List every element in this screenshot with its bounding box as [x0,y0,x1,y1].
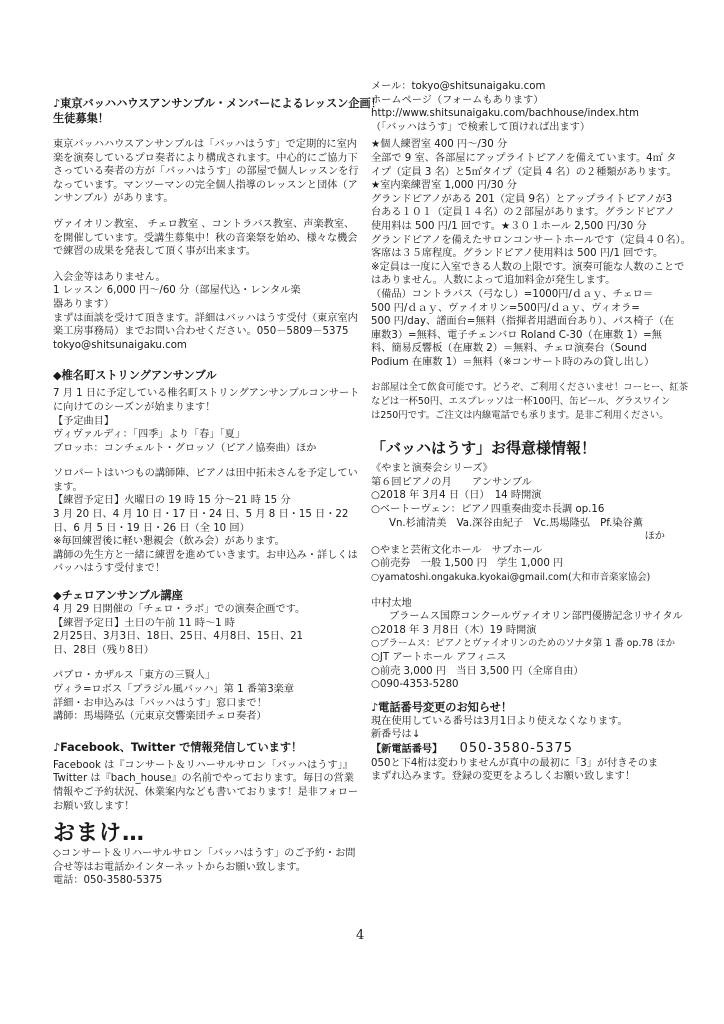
page-number: 4 [356,928,365,943]
rooms-line: はありません。人数によって追加料金が発生します。 [371,275,616,287]
nakamura-line: ブラームス国際コンクールヴァイオリン部門優勝記念リサイタル [389,611,683,623]
string-solo-line: 日、6 月 5 日・19 日・26 日（全 10 回） [53,522,250,534]
nakamura-phone: ○090-4353-5280 [371,679,459,691]
lesson-body-line: ンサンブル）があります。 [53,193,174,205]
rooms-line: ※定員は一度に入室できる人数の上限です。演奏可能な人数のことで [371,261,685,273]
lesson-fee-line: 入会金等はありません。 [53,271,166,283]
lesson-section [53,96,382,352]
contact-homepage-label: ホームページ（フォームもあります） [371,94,544,106]
cello-ensemble-title: ◆チェロアンサンブル講座 [53,589,183,603]
lesson-body-line: なっています。マンツーマンの完全個人指導のレッスンと団体（ア [53,179,358,191]
cello-body-line: 【練習予定日】土日の午前 11 時～1 時 [53,617,235,629]
lesson-fee-line: まずは面談を受けて頂きます。詳細はバッハはうす受付（東京室内 [53,312,358,324]
omake-section [53,821,356,888]
new-phone-label: 【新電話番号】 [371,743,443,755]
lesson-fee-line: 器あります） [53,298,115,310]
contact-email[interactable]: メール：tokyo@shitsunaigaku.com [371,81,546,92]
rooms-line: 全部で 9 室、各部屋にアップライトピアノを備えています。4㎡ タ [371,152,677,164]
cello-piece-line: 詳細・お申込みは「バッハはうす」窓口まで！ [53,697,267,709]
rooms-line: （備品）コントラバス（弓なし）=1000円/ｄａｙ、チェロ＝ [371,288,654,300]
rooms-line: ★室内楽練習室 1,000 円/30 分 [371,180,517,192]
lesson-body-line: 東京バッハハウスアンサンブルは「バッハはうす」で定期的に室内 [53,139,357,150]
yamato-line: ほか [644,531,665,543]
string-solo-line: ます。 [53,481,83,493]
sns-body-line: お願い致します！ [53,800,135,812]
rooms-section [371,138,691,369]
rooms-line: 500 円/ｄａｙ、ヴァイオリン=500円/ｄａｙ、ヴィオラ= [371,302,640,314]
string-solo-line: ※毎回練習後に軽い懇親会（飲み会）があります。 [53,536,285,548]
phone-change-note: 050と下4桁は変わりませんが真中の最初に「3」が付きそのま [371,757,659,769]
yamato-line: ○2018 年 3月4 日（日） 14 時開演 [371,490,542,502]
omake-body-line: 合せ等はお電話かインターネットからお願い致します。 [53,861,306,873]
string-body-line: ブロッホ：コンチェルト・グロッソ（ピアノ協奏曲）ほか [53,442,317,454]
rooms-line: イプ（定員 3 名）と5㎡タイプ（定員 4 名）の２種類があります。 [371,166,677,178]
new-phone-number: 050-3580-5375 [459,740,573,756]
customer-info-section [371,438,683,692]
lesson-fee-line: 1 レッスン 6,000 円～/60 分（部屋代込・レンタル楽 [53,285,301,297]
cello-ensemble-section [53,588,353,724]
yamato-line: 第６回ピアノの月 アンサンブル [371,476,532,488]
string-solo-line: バッハはうす受付まで！ [53,563,166,575]
string-solo-line: ソロパートはいつもの講師陣、ピアノは田中拓未さんを予定してい [53,468,358,480]
lesson-classes-line: で練習の成果を発表して頂く事が出来ます。 [53,246,256,258]
nakamura-line: ○2018 年 3 月8日（木）19 時開演 [371,624,537,636]
omake-body-line: ◇コンサート＆リハーサルサロン「バッハはうす」のご予約・お問 [53,848,356,860]
string-body-line: 【予定曲目】 [53,415,115,427]
omake-phone: 電話：050-3580-5375 [53,875,163,887]
rooms-line: 庫数3）=無料、電子チェンバロ Roland C-30（在庫数 1）=無 [371,329,662,341]
nakamura-line: ○ブラームス：ピアノとヴァイオリンのためのソナタ第 1 番 op.78 ほか [371,638,676,650]
string-ensemble-section [53,368,360,576]
lesson-body-line: 楽を演奏しているプロ奏者により構成されます。中心的にご協力下 [53,152,358,164]
nakamura-line: ○前売 3,000 円 当日 3,500 円（全席自由） [371,665,584,677]
contact-section [371,80,671,134]
string-body-line: に向けてのシーズンが始まります！ [53,401,216,413]
rooms-line: 料、簡易反響板（在庫数 2）＝無料、チェロ演奏台（Sound [371,343,647,355]
omake-title: おまけ… [53,821,146,847]
phone-change-line: 新番号は↓ [371,729,421,741]
rooms-line: 使用料は 500 円/1 回です。★３０１ホール 2,500 円/30 分 [371,220,647,232]
lesson-classes-line: ヴァイオリン教室、 チェロ教室 、コントラバス教室、声楽教室、 [53,218,355,230]
cello-piece-line: パブロ・カザルス「東方の三賢人」 [53,670,216,682]
cello-piece-line: ヴィラ=ロボス「ブラジル風バッハ」第 1 番第3楽章 [53,684,295,695]
yamato-line: Vn.杉浦清美 Va.深谷由紀子 Vc.馬場隆弘 Pf.染谷薫 [389,517,643,529]
contact-search-hint: （「バッハはうす」で検索して頂ければ出ます） [371,121,591,133]
nakamura-line: 中村太地 [371,597,412,609]
sns-title: ♪Facebook、Twitter で情報発信しています！ [53,740,303,754]
sns-section [53,740,359,813]
lesson-body-line: さっている奏者の方が「バッハはうす」の部屋で個人レッスンを行 [53,166,359,178]
lesson-fee-line: 楽工房事務局）までお問い合わせください。050－5809－5375 [53,326,349,338]
string-solo-line: 3 月 20 日、4 月 10 日・17 日・24 日、5 月 8 日・15 日・22 [53,509,349,521]
phone-change-line: 現在使用している番号は3月1日より使えなくなります。 [371,715,628,727]
contact-url[interactable]: http://www.shitsunaigaku.com/bachhouse/index.htm [371,108,639,120]
string-solo-line: 【練習予定日】火曜日の 19 時 15 分～21 時 15 分 [53,495,291,507]
string-body-line: ヴィヴァルディ：「四季」より「春」「夏」 [53,429,246,441]
lesson-classes-line: を開催しています。受講生募集中！秋の音楽祭を始め、様々な機会 [53,232,358,244]
drinks-line: などは一杯50円、エスプレッソは一杯100円、缶ビール、グラスワイン [371,396,671,408]
string-body-line: 7 月 1 日に予定している椎名町ストリングアンサンブルコンサート [53,388,360,400]
drinks-line: お部屋は全て飲食可能です。どうぞ、ご利用くださいませ！コーヒー、紅茶 [371,382,689,394]
drinks-section [371,381,689,422]
yamato-line: 《やまと演奏会シリーズ》 [371,463,493,475]
lesson-subtitle: 生徒募集！ [53,112,109,125]
rooms-line: グランドピアノがある 201（定員 9名）とアップライトピアノが3 [371,193,673,205]
phone-change-section [371,700,671,784]
new-phone-row [371,742,671,757]
cello-body-line: 2月25日、3月3日、18日、25日、4月8日、15日、21 [53,631,304,643]
sns-body-line: 情報やご予約状況、休業案内なども書いております！是非フォロー [53,786,359,798]
string-solo-line: 講師の先生方と一緒に練習を進めていきます。お申込み・詳しくは [53,549,358,561]
rooms-line: 台ある１０１（定員１４名）の２部屋があります。グランドピアノ [371,207,675,219]
yamato-line: ○前売券 一般 1,500 円 学生 1,000 円 [371,558,564,570]
rooms-line: グランドピアノを備えたサロンコンサートホールです（定員４０名）。 [371,234,691,246]
phone-change-title: ♪電話番号変更のお知らせ！ [371,700,513,714]
left-column [53,96,382,888]
cello-body-line: 4 月 29 日開催の「チェロ・ラボ」での演奏企画です。 [53,604,306,616]
sns-body-line: Twitter は『bach_house』の名前でやっております。毎日の営業 [53,773,354,785]
yamato-email[interactable]: ○yamatoshi.ongakuka.kyokai@gmail.com(大和市音楽家協会) [371,572,651,583]
yamato-line: ○やまと芸術文化ホール サブホール [371,544,543,556]
right-column [371,80,691,784]
nakamura-line: ○JT アートホール アフィニス [371,651,507,663]
rooms-line: 客席は３５席程度。グランドピアノ使用料は 500 円/1 回です。 [371,248,664,260]
customer-info-title: 「バッハはうす」お得意様情報！ [371,439,597,458]
rooms-line: 500 円/day、譜面台=無料（指揮者用譜面台あり）、パス椅子（在 [371,316,674,328]
rooms-line: Podium 在庫数 1）＝無料（※コンサート時のみの貸し出し） [371,356,655,368]
rooms-line: ★個人練習室 400 円～/30 分 [371,139,508,151]
cello-body-line: 日、28日（残り8日） [53,644,154,656]
drinks-line: は250円です。ご注文は内線電話でも承ります。是非ご利用ください。 [371,409,669,421]
lesson-email[interactable]: tokyo@shitsunaigaku.com [53,339,187,351]
cello-piece-line: 講師：馬場隆弘（元東京交響楽団チェロ奏者） [53,711,267,723]
phone-change-note: まずれ込みます。登録の変更をよろしくお願い致します！ [371,771,636,783]
yamato-line: ○ベートーヴェン：ピアノ四重奏曲変ホ長調 op.16 [371,504,605,516]
lesson-title: ♪東京バッハハウスアンサンブル・メンバーによるレッスン企画！ [53,97,382,110]
sns-body-line: Facebook は『コンサート＆リハーサルサロン「バッハはうす」』 [53,759,353,771]
string-ensemble-title: ◆椎名町ストリングアンサンブル [53,369,217,383]
